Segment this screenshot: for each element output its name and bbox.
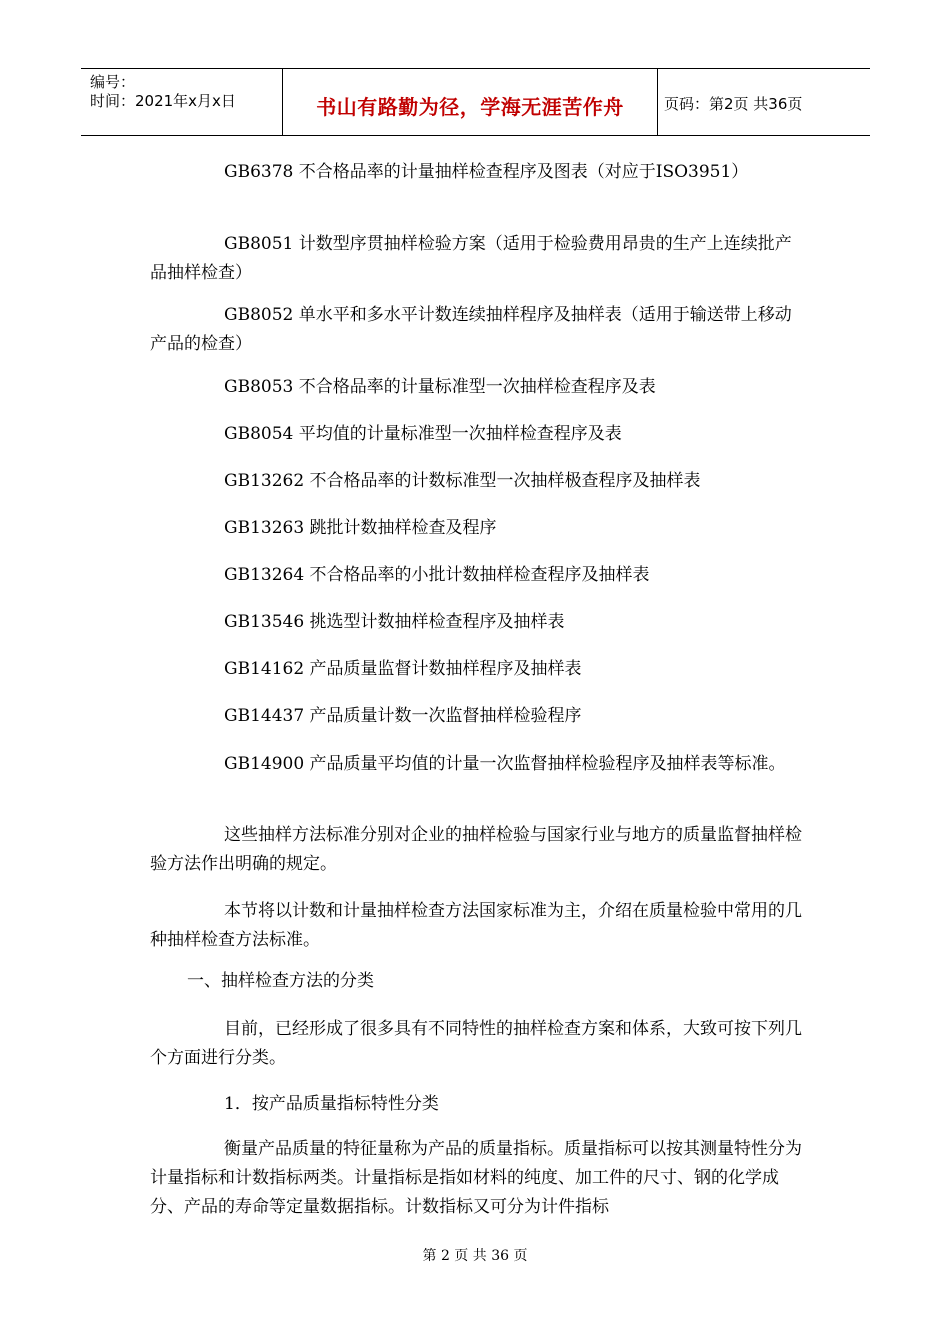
header-page-cell <box>658 69 870 135</box>
paragraph-quality-indicator: 衡量产品质量的特征量称为产品的质量指标。质量指标可以按其测量特性分为计量指标和计数指标两类。计量指标是指如材料的纯度、加工件的尺寸、钢的化学成分、产品的寿命等定量数据指标。计数指标又可分为计件指标 <box>150 1139 802 1217</box>
paragraph-gb14162: GB14162 产品质量监督计数抽样程序及抽样表 <box>224 659 582 679</box>
paragraph-standards-purpose: 这些抽样方法标准分别对企业的抽样检验与国家行业与地方的质量监督抽样检验方法作出明确的规定。 <box>150 825 802 874</box>
paragraph-gb13263: GB13263 跳批计数抽样检查及程序 <box>224 518 497 538</box>
document-time-label: 时间：2021年x月x日 <box>90 92 236 110</box>
subheading-by-quality-indicator: 1．按产品质量指标特性分类 <box>224 1094 439 1114</box>
page-footer: 第 2 页 共 36 页 <box>422 1248 528 1264</box>
paragraph-classification-intro: 目前，已经形成了很多具有不同特性的抽样检查方案和体系，大致可按下列几个方面进行分类。 <box>150 1019 802 1068</box>
header-motto-cell <box>282 69 658 135</box>
header-meta-cell <box>81 69 282 135</box>
paragraph-gb13264: GB13264 不合格品率的小批计数抽样检查程序及抽样表 <box>224 565 650 585</box>
paragraph-gb14900: GB14900 产品质量平均值的计量一次监督抽样检验程序及抽样表等标准。 <box>224 754 786 774</box>
paragraph-gb6378: GB6378 不合格品率的计量抽样检查程序及图表（对应于ISO3951） <box>224 162 749 182</box>
paragraph-section-intro: 本节将以计数和计量抽样检查方法国家标准为主，介绍在质量检验中常用的几种抽样检查方法标准。 <box>150 901 802 950</box>
paragraph-gb13546: GB13546 挑选型计数抽样检查程序及抽样表 <box>224 612 565 632</box>
section-heading-classification: 一、抽样检查方法的分类 <box>187 971 374 991</box>
paragraph-gb8052: GB8052 单水平和多水平计数连续抽样程序及抽样表（适用于输送带上移动产品的检查） <box>150 305 792 354</box>
paragraph-gb8054: GB8054 平均值的计量标准型一次抽样检查程序及表 <box>224 424 622 444</box>
document-header <box>81 68 870 136</box>
paragraph-gb13262: GB13262 不合格品率的计数标准型一次抽样极查程序及抽样表 <box>224 471 701 491</box>
paragraph-gb14437: GB14437 产品质量计数一次监督抽样检验程序 <box>224 706 582 726</box>
header-motto: 书山有路勤为径，学海无涯苦作舟 <box>316 95 624 119</box>
paragraph-gb8053: GB8053 不合格品率的计量标准型一次抽样检查程序及表 <box>224 377 656 397</box>
paragraph-gb8051: GB8051 计数型序贯抽样检验方案（适用于检验费用昂贵的生产上连续批产品抽样检查） <box>150 234 792 283</box>
header-page-label: 页码：第2页 共36页 <box>664 95 803 113</box>
document-number-label: 编号： <box>90 73 136 91</box>
